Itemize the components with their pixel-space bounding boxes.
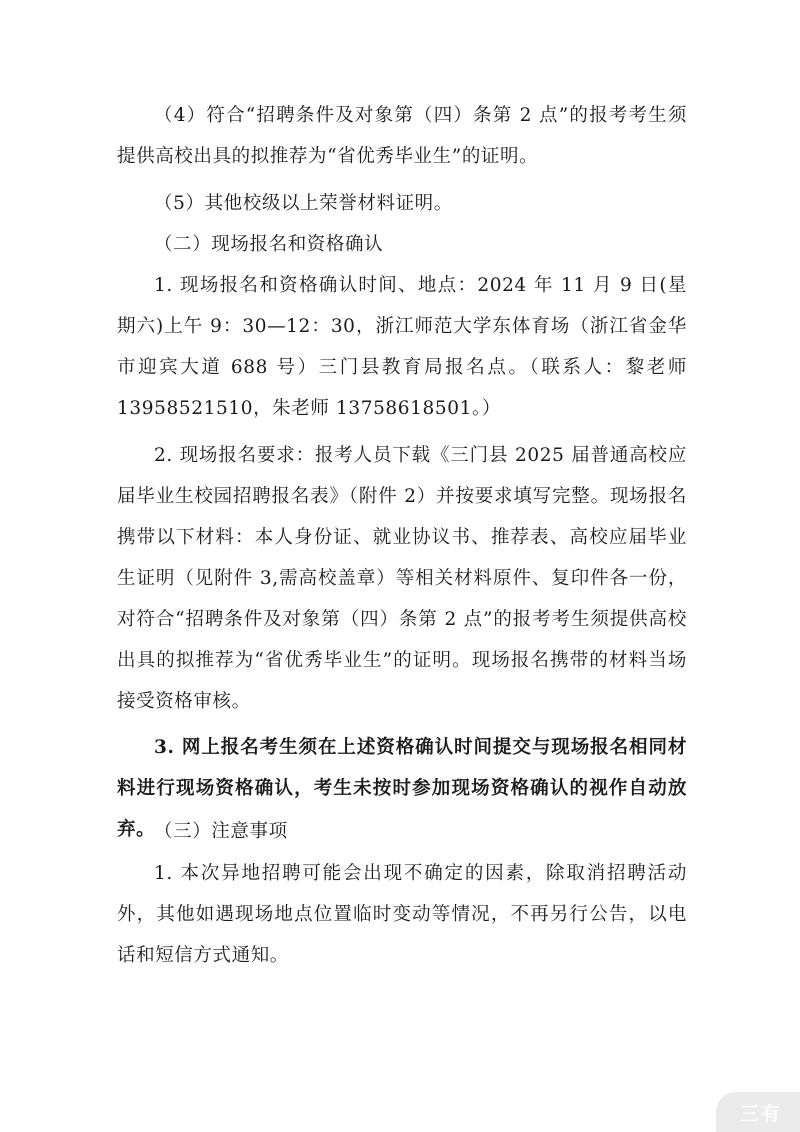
paragraph-notice-changes: 1. 本次异地招聘可能会出现不确定的因素，除取消招聘活动外，其他如遇现场地点位置临时变动等情况，不再另行公告，以电话和短信方式通知。 [117, 863, 687, 966]
section-heading-notes: （三）注意事项 [154, 821, 288, 842]
paragraph-online-applicant-confirmation: 3. 网上报名考生须在上述资格确认时间提交与现场报名相同材料进行现场资格确认，考生未按时参加现场资格确认的视作自动放弃。 [117, 737, 687, 840]
paragraph-provincial-excellent-graduate-proof: （4）符合“招聘条件及对象第（四）条第 2 点”的报考考生须提供高校出具的拟推荐为“省优秀毕业生”的证明。 [117, 105, 687, 167]
section-heading-onsite-registration: （二）现场报名和资格确认 [154, 234, 384, 255]
watermark-badge [716, 1092, 800, 1132]
paragraph-registration-requirements: 2. 现场报名要求：报考人员下载《三门县 2025 届普通高校应届毕业生校园招聘报名表》（附件 2）并按要求填写完整。现场报名携带以下材料：本人身份证、就业协议书、推荐表、高校应届毕业生证明（见附件 3,需高校盖章）等相关材料原件、复印件各一份，对符合“招聘条件及对象第（四）条第 2 点”的报考考生须提供高校出具的拟推荐为“省优秀毕业生”的证明。现场报名携带的材料当场接受资格审核。 [117, 445, 687, 712]
paragraph-other-honors: （5）其他校级以上荣誉材料证明。 [154, 193, 453, 214]
watermark-text: 三有 [739, 1102, 782, 1125]
paragraph-registration-time-location: 1. 现场报名和资格确认时间、地点：2024 年 11 月 9 日(星期六)上午 9：30—12：30，浙江师范大学东体育场（浙江省金华市迎宾大道 688 号）三门县教育局报名点。（联系人：黎老师 13958521510，朱老师 13758618501。） [117, 275, 687, 419]
